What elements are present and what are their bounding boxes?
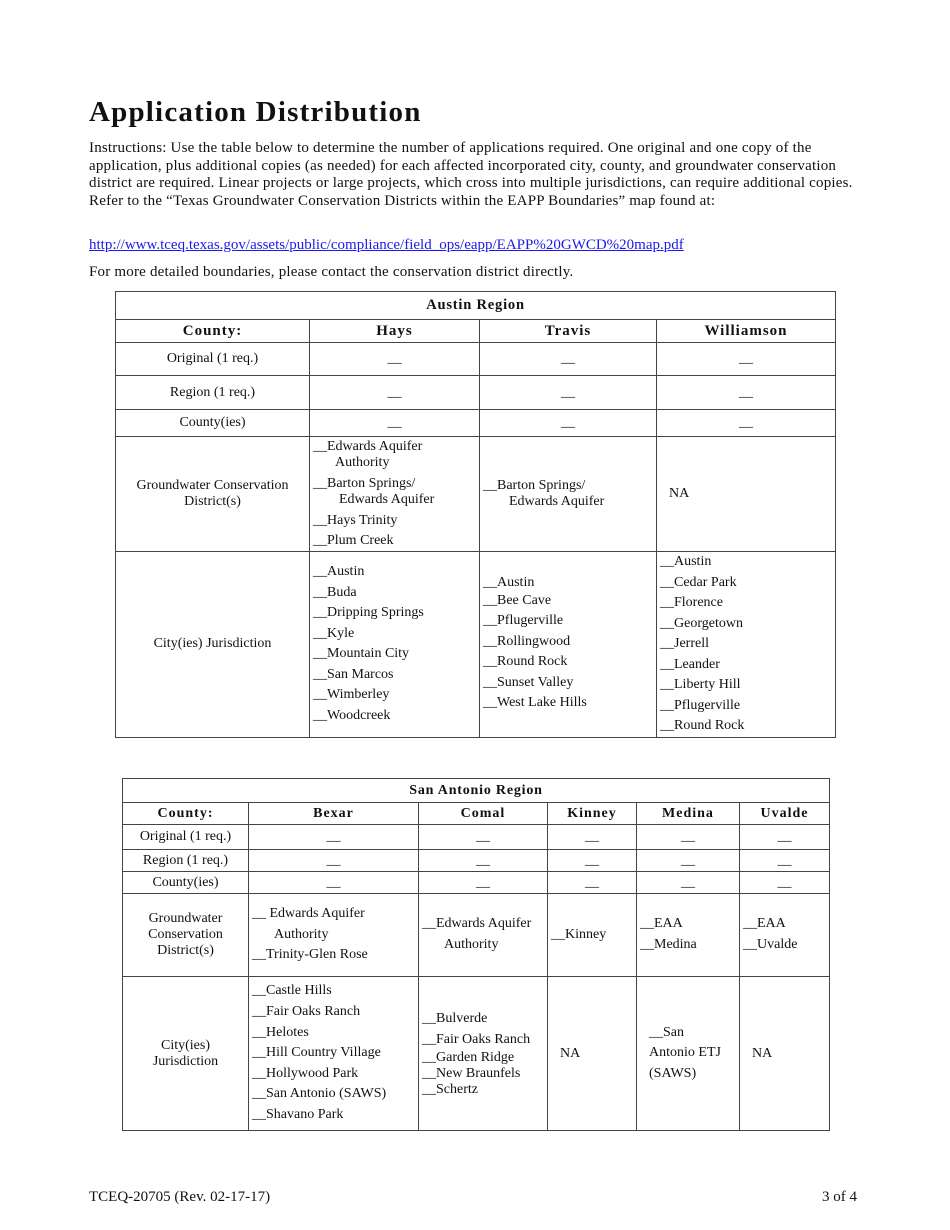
kinney-gcd-cell: __Kinney <box>548 894 637 977</box>
uvalde-gcd-cell <box>740 894 830 977</box>
boundaries-note: For more detailed boundaries, please contact the conservation district directly. <box>89 264 574 280</box>
list-item: __Bee Cave <box>483 592 552 608</box>
blank-field[interactable]: __ <box>480 410 657 437</box>
list-item: __Bulverde <box>422 1010 488 1026</box>
list-item: __Buda <box>313 584 357 600</box>
medina-gcd-cell <box>637 894 740 977</box>
gwcd-map-link[interactable]: http://www.tceq.texas.gov/assets/public/compliance/field_ops/eapp/EAPP%20GWCD%20map.pdf <box>89 237 684 253</box>
san-antonio-region-table <box>122 778 830 1131</box>
austin-region-title: Austin Region <box>116 292 836 320</box>
form-id: TCEQ-20705 (Rev. 02-17-17) <box>89 1189 271 1205</box>
row-label-gcd: Groundwater Conservation District(s) <box>116 437 310 552</box>
col-head-hays: Hays <box>310 320 480 343</box>
col-head-bexar: Bexar <box>249 803 419 825</box>
blank-field[interactable]: __ <box>419 850 548 872</box>
list-item: __EAA <box>640 916 683 932</box>
col-head-travis: Travis <box>480 320 657 343</box>
list-item: __Kyle <box>313 625 355 641</box>
list-item: __Barton Springs/ <box>483 477 586 493</box>
list-item: __New Braunfels <box>422 1066 521 1082</box>
page-title: Application Distribution <box>89 96 422 128</box>
blank-field[interactable]: __ <box>657 343 836 376</box>
list-item: __Dripping Springs <box>313 605 424 621</box>
list-item: __Pflugerville <box>483 613 564 629</box>
medina-cities-cell <box>637 977 740 1131</box>
list-item: __Cedar Park <box>660 574 737 590</box>
list-item: __Rollingwood <box>483 633 571 649</box>
blank-field[interactable]: __ <box>548 850 637 872</box>
list-item: __San <box>649 1024 684 1040</box>
sa-county-label: County: <box>123 803 249 825</box>
blank-field[interactable]: __ <box>480 343 657 376</box>
blank-field[interactable]: __ <box>480 376 657 410</box>
list-item: Authority <box>444 937 499 952</box>
row-label-county: County(ies) <box>123 872 249 894</box>
list-item: __Trinity-Glen Rose <box>252 947 368 963</box>
row-label-city: City(ies) Jurisdiction <box>116 552 310 738</box>
uvalde-cities-cell: NA <box>740 977 830 1131</box>
list-item: Edwards Aquifer <box>339 492 435 507</box>
row-label-region: Region (1 req.) <box>123 850 249 872</box>
list-item: __Liberty Hill <box>660 677 741 692</box>
list-item: __Hollywood Park <box>252 1065 359 1081</box>
col-head-comal: Comal <box>419 803 548 825</box>
travis-gcd-cell <box>480 437 657 552</box>
comal-gcd-cell <box>419 894 548 977</box>
row-label-county: County(ies) <box>116 410 310 437</box>
blank-field[interactable]: __ <box>637 825 740 850</box>
col-head-kinney: Kinney <box>548 803 637 825</box>
list-item: __Schertz <box>422 1082 478 1098</box>
list-item: __Plum Creek <box>313 533 394 548</box>
list-item: __Austin <box>483 574 535 590</box>
list-item: __Jerrell <box>660 636 709 651</box>
blank-field[interactable]: __ <box>419 825 548 850</box>
list-item: __Edwards Aquifer <box>313 438 423 454</box>
list-item: __Sunset Valley <box>483 674 574 690</box>
kinney-cities-cell: NA <box>548 977 637 1131</box>
list-item: __Mountain City <box>313 646 410 662</box>
blank-field[interactable]: __ <box>740 825 830 850</box>
blank-field[interactable]: __ <box>657 376 836 410</box>
list-item: __Helotes <box>252 1024 309 1040</box>
blank-field[interactable]: __ <box>740 850 830 872</box>
list-item: __Wimberley <box>313 687 390 703</box>
list-item: __Georgetown <box>660 615 743 631</box>
bexar-cities-cell <box>249 977 419 1131</box>
list-item: __Leander <box>660 656 720 672</box>
list-item: __Hays Trinity <box>313 512 398 528</box>
list-item: __San Antonio (SAWS) <box>252 1086 387 1102</box>
list-item: Edwards Aquifer <box>509 494 605 509</box>
blank-field[interactable]: __ <box>310 410 480 437</box>
page-number: 3 of 4 <box>822 1189 857 1205</box>
list-item: __Austin <box>313 564 365 580</box>
col-head-uvalde: Uvalde <box>740 803 830 825</box>
blank-field[interactable]: __ <box>310 343 480 376</box>
list-item: __Round Rock <box>660 718 745 733</box>
blank-field[interactable]: __ <box>419 872 548 894</box>
list-item: Authority <box>274 926 329 942</box>
blank-field[interactable]: __ <box>740 872 830 894</box>
list-item: Antonio ETJ <box>649 1045 721 1061</box>
list-item: (SAWS) <box>649 1065 697 1081</box>
row-label-original: Original (1 req.) <box>123 825 249 850</box>
austin-region-table <box>115 291 836 738</box>
list-item: __West Lake Hills <box>483 695 587 711</box>
list-item: Authority <box>335 455 390 470</box>
list-item: __Garden Ridge <box>422 1050 515 1066</box>
blank-field[interactable]: __ <box>249 825 419 850</box>
list-item: __ Edwards Aquifer <box>252 906 365 922</box>
blank-field[interactable]: __ <box>657 410 836 437</box>
blank-field[interactable]: __ <box>637 872 740 894</box>
list-item: __Edwards Aquifer <box>422 916 532 932</box>
list-item: __Fair Oaks Ranch <box>422 1031 531 1047</box>
list-item: __Woodcreek <box>313 707 391 723</box>
col-head-medina: Medina <box>637 803 740 825</box>
list-item: __Fair Oaks Ranch <box>252 1004 361 1020</box>
list-item: __Barton Springs/ <box>313 475 416 491</box>
travis-cities-cell <box>480 552 657 738</box>
row-label-region: Region (1 req.) <box>116 376 310 410</box>
hays-gcd-cell <box>310 437 480 552</box>
austin-county-label: County: <box>116 320 310 343</box>
williamson-cities-cell <box>657 552 836 738</box>
instructions-text: Instructions: Use the table below to determine the number of applications required. One original and one copy of the application, plus additional copies (as needed) for each affected incorporated city, county, and groundwater conservation district are required. Linear projects or large projects, which cross into multiple jurisdictions, can require additional copies. Refer to the “Texas Groundwater Conservation Districts within the EAPP Boundaries” map found at: <box>89 140 853 209</box>
comal-cities-cell <box>419 977 548 1131</box>
list-item: __Hill Country Village <box>252 1045 381 1061</box>
row-label-city: City(ies) Jurisdiction <box>123 977 249 1131</box>
list-item: __EAA <box>743 916 786 932</box>
row-label-original: Original (1 req.) <box>116 343 310 376</box>
list-item: __San Marcos <box>313 666 394 682</box>
blank-field[interactable]: __ <box>249 850 419 872</box>
list-item: __Round Rock <box>483 654 568 670</box>
list-item: __Pflugerville <box>660 697 741 713</box>
list-item: __Uvalde <box>743 937 798 952</box>
blank-field[interactable]: __ <box>249 872 419 894</box>
blank-field[interactable]: __ <box>637 850 740 872</box>
list-item: __Shavano Park <box>252 1106 344 1122</box>
list-item: __Austin <box>660 554 712 569</box>
blank-field[interactable]: __ <box>548 825 637 850</box>
blank-field[interactable]: __ <box>548 872 637 894</box>
list-item: __Florence <box>660 595 723 610</box>
san-antonio-region-title: San Antonio Region <box>123 779 830 803</box>
list-item: __Castle Hills <box>252 983 332 999</box>
blank-field[interactable]: __ <box>310 376 480 410</box>
hays-cities-cell <box>310 552 480 738</box>
williamson-gcd-cell: NA <box>657 437 836 552</box>
col-head-williamson: Williamson <box>657 320 836 343</box>
list-item: __Medina <box>640 937 697 952</box>
bexar-gcd-cell <box>249 894 419 977</box>
row-label-gcd: Groundwater Conservation District(s) <box>123 894 249 977</box>
